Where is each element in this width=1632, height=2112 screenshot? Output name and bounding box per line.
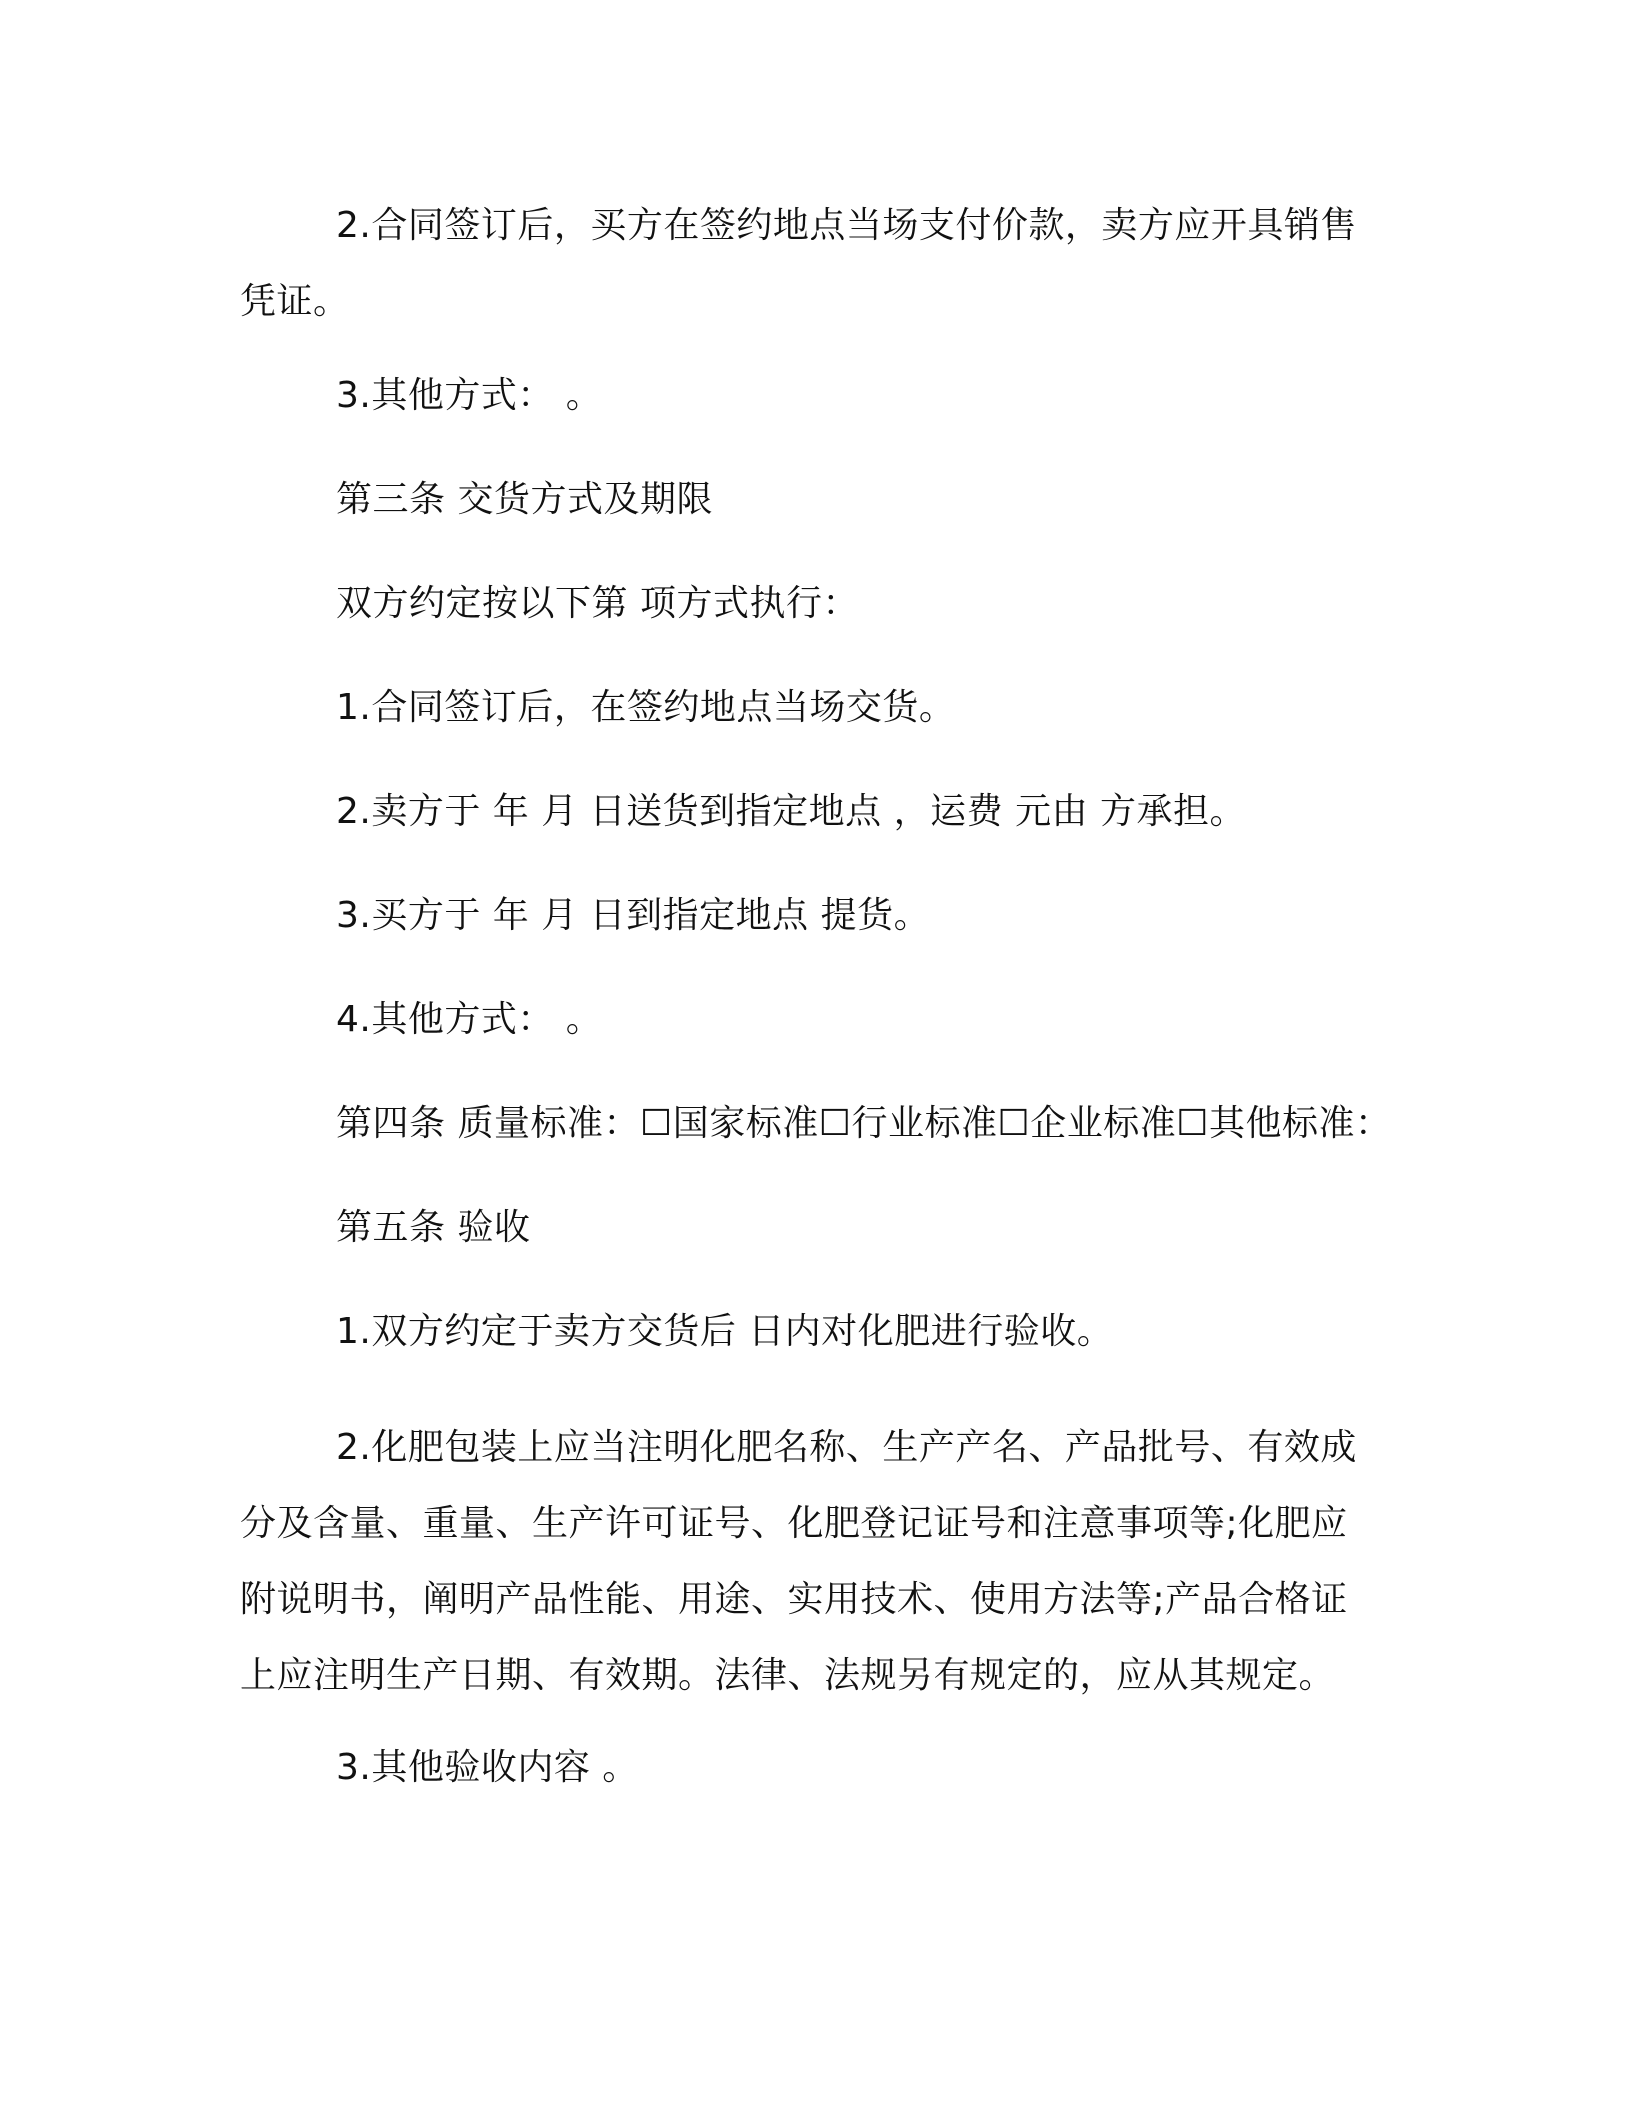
paragraph-delivery-options: 双方约定按以下第 项方式执行：	[336, 583, 859, 624]
paragraph-delivery-onsite: 1.合同签订后，在签约地点当场交货。	[336, 687, 956, 728]
paragraph-packaging-requirements: 2.化肥包装上应当注明化肥名称、生产产名、产品批号、有效成分及含量、重量、生产许可证号、化肥登记证号和注意事项等;化肥应附说明书，阐明产品性能、用途、实用技术、使用方法等;产品合格证上应注明生产日期、有效期。法律、法规另有规定的，应从其规定。	[240, 1427, 1357, 1696]
paragraph-delivery-buyer: 3.买方于 年 月 日到指定地点 提货。	[336, 895, 931, 936]
paragraph-other-inspection: 3.其他验收内容 。	[336, 1747, 639, 1788]
article-five-heading: 第五条 验收	[336, 1207, 531, 1248]
article-four-quality: 第四条 质量标准：☐国家标准☐行业标准☐企业标准☐其他标准：	[336, 1103, 1392, 1144]
article-three-heading: 第三条 交货方式及期限	[336, 479, 713, 520]
paragraph-inspection-days: 1.双方约定于卖方交货后 日内对化肥进行验收。	[336, 1311, 1114, 1352]
paragraph-delivery-other: 4.其他方式： 。	[336, 999, 603, 1040]
paragraph-payment-onsite: 2.合同签订后，买方在签约地点当场支付价款，卖方应开具销售凭证。	[240, 205, 1357, 322]
paragraph-delivery-seller: 2.卖方于 年 月 日送货到指定地点 ，运费 元由 方承担。	[336, 791, 1247, 832]
paragraph-payment-other: 3.其他方式： 。	[336, 375, 603, 416]
